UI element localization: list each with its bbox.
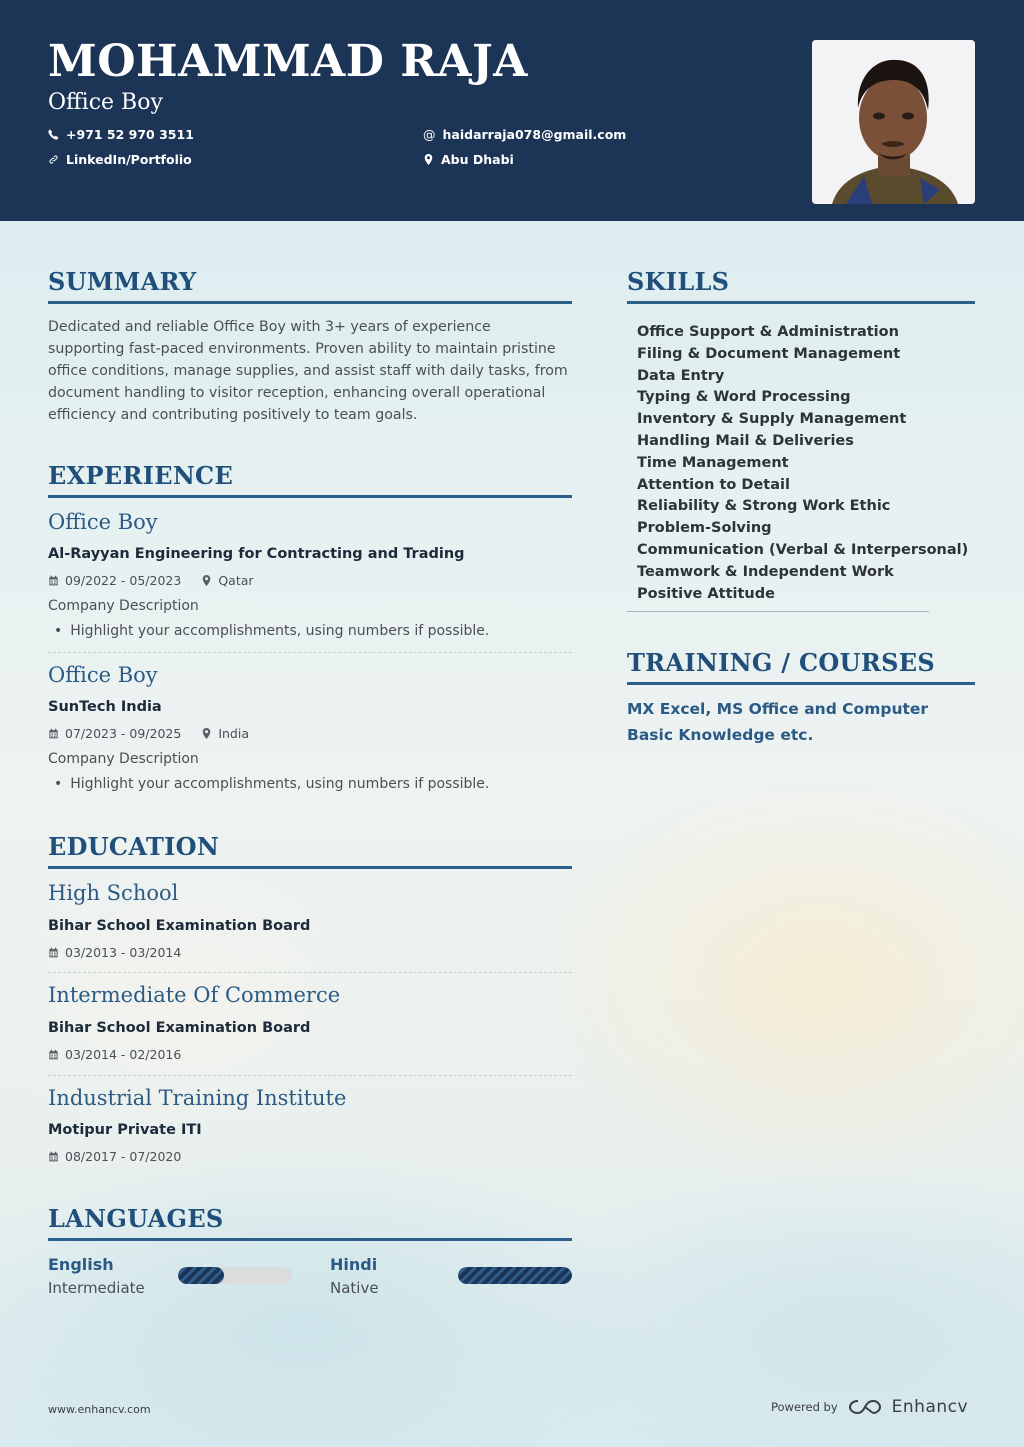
experience-role: Office Boy xyxy=(48,663,158,687)
location-text: Abu Dhabi xyxy=(441,152,514,167)
language-level: Intermediate xyxy=(48,1279,145,1297)
education-school: Bihar School Examination Board xyxy=(48,1020,311,1036)
email-contact[interactable] xyxy=(423,127,626,142)
email-text: haidarraja078@gmail.com xyxy=(442,127,627,142)
footer-site-link[interactable]: www.enhancv.com xyxy=(48,1403,151,1416)
calendar-icon xyxy=(48,728,59,739)
powered-by-text: Powered by xyxy=(771,1400,838,1414)
accomplishment-bullet: • Highlight your accomplishments, using numbers if possible. xyxy=(54,623,489,639)
languages-heading: LANGUAGES xyxy=(48,1204,572,1241)
calendar-icon xyxy=(48,1049,59,1060)
candidate-title: Office Boy xyxy=(48,90,163,115)
footer-branding[interactable] xyxy=(771,1397,968,1417)
education-dates: 08/2017 - 07/2020 xyxy=(65,1149,182,1164)
resume-header xyxy=(0,0,1024,221)
experience-company: SunTech India xyxy=(48,699,162,715)
education-dates: 03/2014 - 02/2016 xyxy=(65,1047,182,1062)
entry-divider xyxy=(48,1075,572,1076)
experience-location-text: India xyxy=(218,726,250,741)
experience-dates: 07/2023 - 09/2025 xyxy=(65,726,182,741)
summary-heading: SUMMARY xyxy=(48,267,572,304)
language-name: English xyxy=(48,1255,114,1274)
calendar-icon xyxy=(48,1151,59,1162)
skill-item: Teamwork & Independent Work xyxy=(637,563,894,580)
skill-item: Time Management xyxy=(637,454,789,471)
profile-photo xyxy=(812,40,975,204)
education-dates: 03/2013 - 03/2014 xyxy=(65,945,182,960)
language-name: Hindi xyxy=(330,1255,378,1274)
portfolio-text: LinkedIn/Portfolio xyxy=(66,152,192,167)
language-proficiency-bar xyxy=(178,1267,292,1284)
skill-item: Typing & Word Processing xyxy=(637,389,851,406)
language-proficiency-fill xyxy=(178,1267,224,1284)
experience-location xyxy=(201,726,249,741)
skill-item: Attention to Detail xyxy=(637,476,790,493)
education-school: Bihar School Examination Board xyxy=(48,918,311,934)
experience-location xyxy=(201,573,253,588)
entry-divider xyxy=(48,652,572,653)
calendar-icon xyxy=(48,575,59,586)
entry-divider xyxy=(48,972,572,973)
skill-item: Data Entry xyxy=(637,367,725,384)
experience-meta xyxy=(48,573,254,588)
education-heading: EDUCATION xyxy=(48,832,572,869)
skill-item: Positive Attitude xyxy=(637,585,775,602)
skill-item: Problem-Solving xyxy=(637,520,772,537)
education-school: Motipur Private ITI xyxy=(48,1122,202,1138)
map-pin-icon xyxy=(201,728,212,739)
skill-item: Reliability & Strong Work Ethic xyxy=(637,498,891,515)
experience-dates: 09/2022 - 05/2023 xyxy=(65,573,182,588)
education-degree: High School xyxy=(48,881,179,905)
education-degree: Industrial Training Institute xyxy=(48,1086,347,1110)
phone-contact[interactable] xyxy=(48,127,194,142)
language-proficiency-fill xyxy=(458,1267,572,1284)
phone-icon xyxy=(48,129,59,140)
training-text: MX Excel, MS Office and Computer Basic Knowledge etc. xyxy=(627,700,929,744)
education-meta xyxy=(48,945,181,960)
map-pin-icon xyxy=(423,154,434,165)
calendar-icon xyxy=(48,947,59,958)
location-contact xyxy=(423,152,514,167)
skills-list xyxy=(637,322,968,605)
experience-meta xyxy=(48,726,249,741)
candidate-name: MOHAMMAD RAJA xyxy=(48,36,528,87)
skill-item: Inventory & Supply Management xyxy=(637,411,907,428)
accomplishment-bullet: • Highlight your accomplishments, using numbers if possible. xyxy=(54,776,489,792)
at-icon: @ xyxy=(423,127,436,142)
enhancv-logo-icon xyxy=(848,1399,882,1415)
language-proficiency-bar xyxy=(458,1267,572,1284)
skill-item: Handling Mail & Deliveries xyxy=(637,432,854,449)
skills-heading: SKILLS xyxy=(627,267,975,304)
summary-text: Dedicated and reliable Office Boy with 3+ years of experience supporting fast-paced environments. Proven ability to maintain pristine office conditions, manage supplies, and assist staff with daily tasks, from document handling to visitor reception, enhancing overall operational efficiency and contributing positively to team goals. xyxy=(48,319,568,423)
company-description: Company Description xyxy=(48,751,199,767)
experience-heading: EXPERIENCE xyxy=(48,461,572,498)
company-description: Company Description xyxy=(48,598,199,614)
skill-item: Office Support & Administration xyxy=(637,324,899,340)
skill-item: Filing & Document Management xyxy=(637,345,901,362)
language-level: Native xyxy=(330,1279,379,1297)
phone-text: +971 52 970 3511 xyxy=(66,127,194,142)
experience-role: Office Boy xyxy=(48,510,158,534)
map-pin-icon xyxy=(201,575,212,586)
education-meta xyxy=(48,1047,181,1062)
education-meta xyxy=(48,1149,181,1164)
skill-item: Communication (Verbal & Interpersonal) xyxy=(637,541,969,558)
experience-company: Al-Rayyan Engineering for Contracting and Trading xyxy=(48,546,465,562)
portfolio-link[interactable] xyxy=(48,152,192,167)
education-degree: Intermediate Of Commerce xyxy=(48,983,341,1007)
skills-divider xyxy=(627,611,929,612)
experience-location-text: Qatar xyxy=(218,573,254,588)
training-heading: TRAINING / COURSES xyxy=(627,648,975,685)
link-icon xyxy=(48,154,59,165)
enhancv-brand-text: Enhancv xyxy=(891,1397,969,1417)
